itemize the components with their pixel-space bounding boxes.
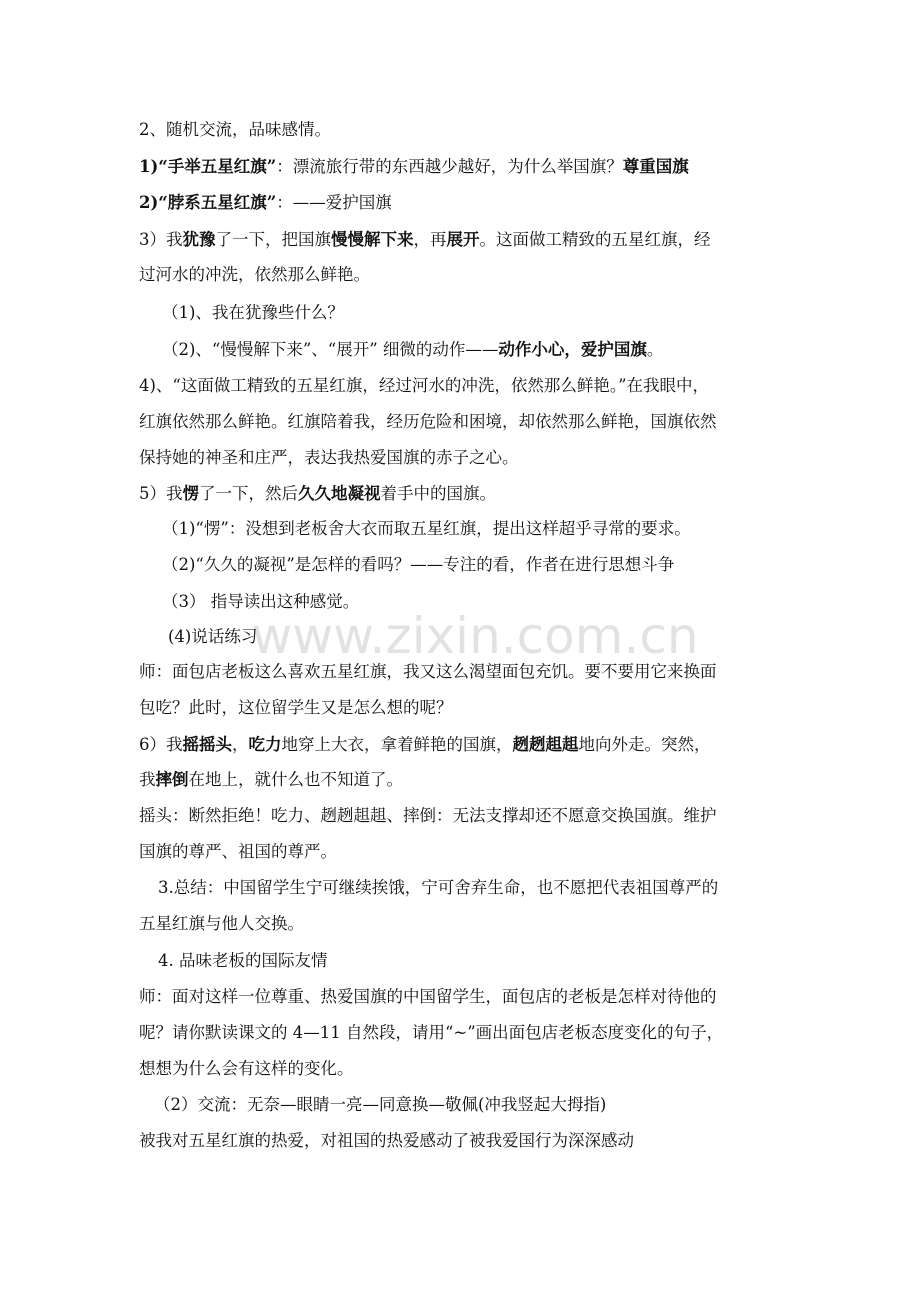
bold-text: 慢慢解下来 — [331, 230, 414, 249]
bold-text: 摇摇头 — [182, 735, 232, 754]
line-analysis — [139, 806, 789, 826]
text: （1)“愣”：没想到老板舍大衣而取五星红旗，提出这样超乎寻常的要求。 — [162, 519, 691, 538]
text: 在地上，就什么也不知道了。 — [188, 770, 403, 789]
bold-text: 尊重国旗 — [622, 157, 689, 176]
line-5-stunned — [139, 484, 789, 504]
line-3-hesitate — [139, 230, 789, 250]
text: 保持她的神圣和庄严，表达我热爱国旗的赤子之心。 — [139, 448, 519, 467]
line-2-flag-neck — [139, 193, 789, 213]
text: 呢？请你默读课文的 4—11 自然段，请用“~”画出面包店老板态度变化的句子， — [139, 1023, 724, 1042]
line-analysis-cont — [139, 842, 789, 862]
line-3-sub1 — [162, 303, 812, 323]
text: 地穿上大衣，拿着鲜艳的国旗， — [281, 735, 513, 754]
text: 4)、“这面做工精致的五星红旗，经过河水的冲洗，依然那么鲜艳。”在我眼中， — [139, 376, 710, 395]
text: 包吃？此时，这位留学生又是怎么想的呢？ — [139, 698, 453, 717]
line-1-flag-raised — [139, 157, 789, 177]
text: 摇头：断然拒绝！吃力、趔趔趄趄、摔倒：无法支撑却还不愿意交换国旗。维护 — [139, 806, 717, 825]
text: ：漂流旅行带的东西越少越好，为什么举国旗？ — [276, 157, 623, 176]
line-summary — [158, 878, 808, 898]
text: （2)、“慢慢解下来”、“展开” 细微的动作—— — [162, 340, 499, 359]
text: 师：面包店老板这么喜欢五星红旗，我又这么渴望面包充饥。要不要用它来换面 — [139, 662, 717, 681]
bold-text: 愣 — [182, 484, 199, 503]
line-exchange — [154, 1095, 804, 1115]
line-teacher-question-cont — [139, 698, 789, 718]
text: 了一下，然后 — [199, 484, 298, 503]
line-4-cont1 — [139, 412, 789, 432]
line-6-shake-head — [139, 735, 789, 755]
line-teacher-boss-cont2 — [139, 1059, 789, 1079]
bold-text: 趔趔趄趄 — [512, 735, 579, 754]
line-4-cont2 — [139, 448, 789, 468]
line-4-quote — [139, 376, 789, 396]
line-teacher-boss-cont1 — [139, 1023, 789, 1043]
line-teacher-boss — [139, 987, 789, 1007]
line-3-sub2 — [162, 340, 812, 360]
text: （2）交流：无奈—眼睛一亮—同意换—敬佩(冲我竖起大拇指) — [154, 1095, 607, 1114]
text: 4. 品味老板的国际友情 — [158, 951, 328, 970]
line-3-cont — [139, 265, 789, 285]
text: 2、随机交流，品味感情。 — [139, 120, 331, 139]
bold-text: 展开 — [446, 230, 480, 249]
text: ，再 — [413, 230, 447, 249]
text: 3.总结：中国留学生宁可继续挨饿，宁可舍弃生命，也不愿把代表祖国尊严的 — [158, 878, 719, 897]
text: 想想为什么会有这样的变化。 — [139, 1059, 354, 1078]
text: 过河水的冲洗，依然那么鲜艳。 — [139, 265, 370, 284]
text: 地向外走。突然， — [578, 735, 711, 754]
text: 。 — [646, 340, 664, 359]
text: 5）我 — [139, 484, 183, 503]
bold-text: 犹豫 — [182, 230, 216, 249]
text: 6）我 — [139, 735, 183, 754]
text: 着手中的国旗。 — [380, 484, 496, 503]
text: ， — [232, 735, 249, 754]
text: 红旗依然那么鲜艳。红旗陪着我，经历危险和困境，却依然那么鲜艳，国旗依然 — [139, 412, 717, 431]
text: （1)、我在犹豫些什么？ — [162, 303, 344, 322]
bold-text: 久久地凝视 — [298, 484, 381, 503]
bold-text: 摔倒 — [155, 770, 189, 789]
line-5-sub3 — [162, 592, 812, 612]
text: 。这面做工精致的五星红旗，经 — [479, 230, 711, 249]
text: 3）我 — [139, 230, 183, 249]
text: (4)说话练习 — [168, 627, 258, 646]
text: 师：面对这样一位尊重、热爱国旗的中国留学生，面包店的老板是怎样对待他的 — [139, 987, 717, 1006]
line-5-sub4 — [168, 627, 818, 647]
text: ：——爱护国旗 — [276, 193, 392, 212]
text: 五星红旗与他人交换。 — [139, 914, 304, 933]
line-heading-2 — [139, 120, 789, 140]
line-teacher-question — [139, 662, 789, 682]
text: （2)“久久的凝视”是怎样的看吗？——专注的看，作者在进行思想斗争 — [162, 555, 675, 574]
watermark: www.zixin.com.cn — [251, 607, 699, 665]
bold-text: 2)“脖系五星红旗” — [139, 193, 277, 212]
bold-text: 吃力 — [248, 735, 282, 754]
text: （3） 指导读出这种感觉。 — [162, 592, 360, 611]
line-heading-4 — [158, 951, 808, 971]
text: 被我对五星红旗的热爱，对祖国的热爱感动了被我爱国行为深深感动 — [139, 1131, 634, 1150]
text: 国旗的尊严、祖国的尊严。 — [139, 842, 337, 861]
line-summary-cont — [139, 914, 789, 934]
line-5-sub1 — [162, 519, 812, 539]
line-5-sub2 — [162, 555, 812, 575]
bold-text: 动作小心，爱护国旗 — [498, 340, 647, 359]
text: 了一下，把国旗 — [215, 230, 331, 249]
bold-text: 1)“手举五星红旗” — [139, 157, 277, 176]
line-moved — [139, 1131, 789, 1151]
line-6-cont — [139, 770, 789, 790]
text: 我 — [139, 770, 156, 789]
